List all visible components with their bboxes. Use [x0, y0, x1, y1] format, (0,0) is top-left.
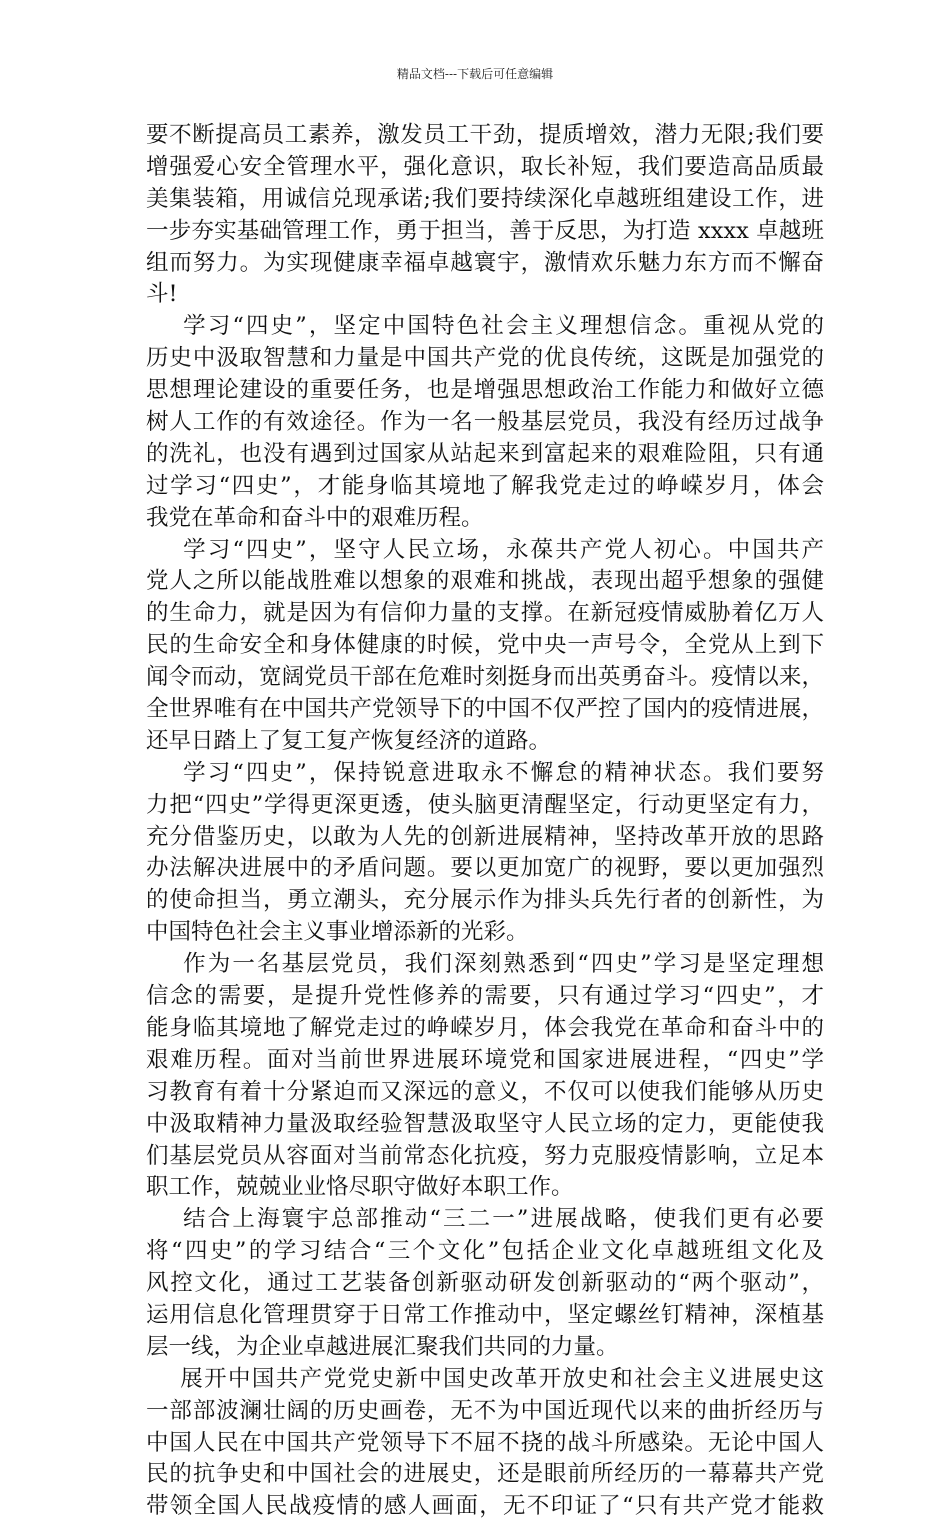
text-line: 运用信息化管理贯穿于日常工作推动中，坚定螺丝钉精神，深植基 — [146, 1301, 824, 1328]
text-line: 办法解决进展中的矛盾问题。要以更加宽广的视野，要以更加强烈 — [146, 855, 824, 882]
paragraph-2 — [146, 311, 824, 534]
text-line: 组而努力。为实现健康幸福卓越寰宇，激情欢乐魅力东方而不懈奋 — [146, 249, 824, 276]
text-line: 过学习“四史”，才能身临其境地了解我党走过的峥嵘岁月，体会 — [146, 472, 824, 499]
text-line: 中汲取精神力量汲取经验智慧汲取坚守人民立场的定力，更能使我 — [146, 1110, 824, 1137]
text-line: 中国人民在中国共产党领导下不屈不挠的战斗所感染。无论中国人 — [146, 1429, 824, 1456]
text-line: 民的抗争史和中国社会的进展史，还是眼前所经历的一幕幕共产党 — [146, 1461, 824, 1488]
text-line: 一部部波澜壮阔的历史画卷，无不为中国近现代以来的曲折经历与 — [146, 1397, 824, 1424]
text-line: 充分借鉴历史，以敢为人先的创新进展精神，坚持改革开放的思路 — [146, 823, 824, 850]
paragraph-7 — [146, 1364, 824, 1523]
text-line: 结合上海寰宇总部推动“三二一”进展战略，使我们更有必要 — [146, 1206, 824, 1233]
paragraph-6 — [146, 1204, 824, 1363]
document-body — [146, 120, 824, 1523]
text-line: 作为一名基层党员，我们深刻熟悉到“四史”学习是坚定理想 — [146, 951, 824, 978]
text-line: 展开中国共产党党史新中国史改革开放史和社会主义进展史这 — [146, 1365, 824, 1392]
text-line: 的使命担当，勇立潮头，充分展示作为排头兵先行者的创新性，为 — [146, 887, 824, 914]
paragraph-4 — [146, 758, 824, 949]
text-line: 职工作，兢兢业业恪尽职守做好本职工作。 — [146, 1174, 574, 1201]
text-line: 学习“四史”，保持锐意进取永不懈怠的精神状态。我们要努 — [146, 759, 824, 786]
text-line: 能身临其境地了解党走过的峥嵘岁月，体会我党在革命和奋斗中的 — [146, 1014, 824, 1041]
page-header: 精品文档---下载后可任意编辑 — [396, 67, 554, 81]
text-line: 中国特色社会主义事业增添新的光彩。 — [146, 919, 529, 946]
paragraph-3 — [146, 535, 824, 758]
text-line: 习教育有着十分紧迫而又深远的意义，不仅可以使我们能够从历史 — [146, 1078, 824, 1105]
text-line: 带领全国人民战疫情的感人画面，无不印证了“只有共产党才能救 — [146, 1493, 824, 1520]
text-line: 艰难历程。面对当前世界进展环境党和国家进展进程，“四史”学 — [146, 1046, 824, 1073]
text-line: 树人工作的有效途径。作为一名一般基层党员，我没有经历过战争 — [146, 409, 824, 436]
text-line: 信念的需要，是提升党性修养的需要，只有通过学习“四史”，才 — [146, 983, 824, 1010]
text-line: 们基层党员从容面对当前常态化抗疫，努力克服疫情影响，立足本 — [146, 1142, 824, 1169]
text-line: 力把“四史”学得更深更透，使头脑更清醒坚定，行动更坚定有力， — [146, 791, 824, 818]
text-line: 历史中汲取智慧和力量是中国共产党的优良传统，这既是加强党的 — [146, 345, 824, 372]
paragraph-1 — [146, 120, 824, 311]
text-line: 我党在革命和奋斗中的艰难历程。 — [146, 504, 484, 531]
text-line: 学习“四史”，坚守人民立场，永葆共产党人初心。中国共产 — [146, 536, 824, 563]
text-line: 全世界唯有在中国共产党领导下的中国不仅严控了国内的疫情进展， — [146, 696, 824, 723]
text-line: 层一线，为企业卓越进展汇聚我们共同的力量。 — [146, 1333, 619, 1360]
paragraph-5 — [146, 949, 824, 1204]
text-line: 一步夯实基础管理工作，勇于担当，善于反思，为打造 xxxx 卓越班 — [146, 217, 824, 244]
text-line: 学习“四史”，坚定中国特色社会主义理想信念。重视从党的 — [146, 313, 824, 340]
text-line: 增强爱心安全管理水平，强化意识，取长补短，我们要造高品质最 — [146, 153, 824, 180]
text-line: 党人之所以能战胜难以想象的艰难和挑战，表现出超乎想象的强健 — [146, 568, 824, 595]
text-line: 还早日踏上了复工复产恢复经济的道路。 — [146, 727, 552, 754]
text-line: 的洗礼，也没有遇到过国家从站起来到富起来的艰难险阻，只有通 — [146, 440, 824, 467]
text-line: 民的生命安全和身体健康的时候，党中央一声号令，全党从上到下 — [146, 632, 824, 659]
text-line: 要不断提高员工素养，激发员工干劲，提质增效，潜力无限;我们要 — [146, 122, 824, 148]
text-line: 的生命力，就是因为有信仰力量的支撑。在新冠疫情威胁着亿万人 — [146, 600, 824, 627]
text-line: 斗! — [146, 281, 178, 308]
text-line: 闻令而动，宽阔党员干部在危难时刻挺身而出英勇奋斗。疫情以来， — [146, 664, 824, 691]
text-line: 将“四史”的学习结合“三个文化”包括企业文化卓越班组文化及 — [146, 1238, 824, 1265]
text-line: 思想理论建设的重要任务，也是增强思想政治工作能力和做好立德 — [146, 377, 824, 404]
text-line: 风控文化，通过工艺装备创新驱动研发创新驱动的“两个驱动”， — [146, 1270, 824, 1297]
text-line: 美集装箱，用诚信兑现承诺;我们要持续深化卓越班组建设工作，进 — [146, 185, 824, 212]
